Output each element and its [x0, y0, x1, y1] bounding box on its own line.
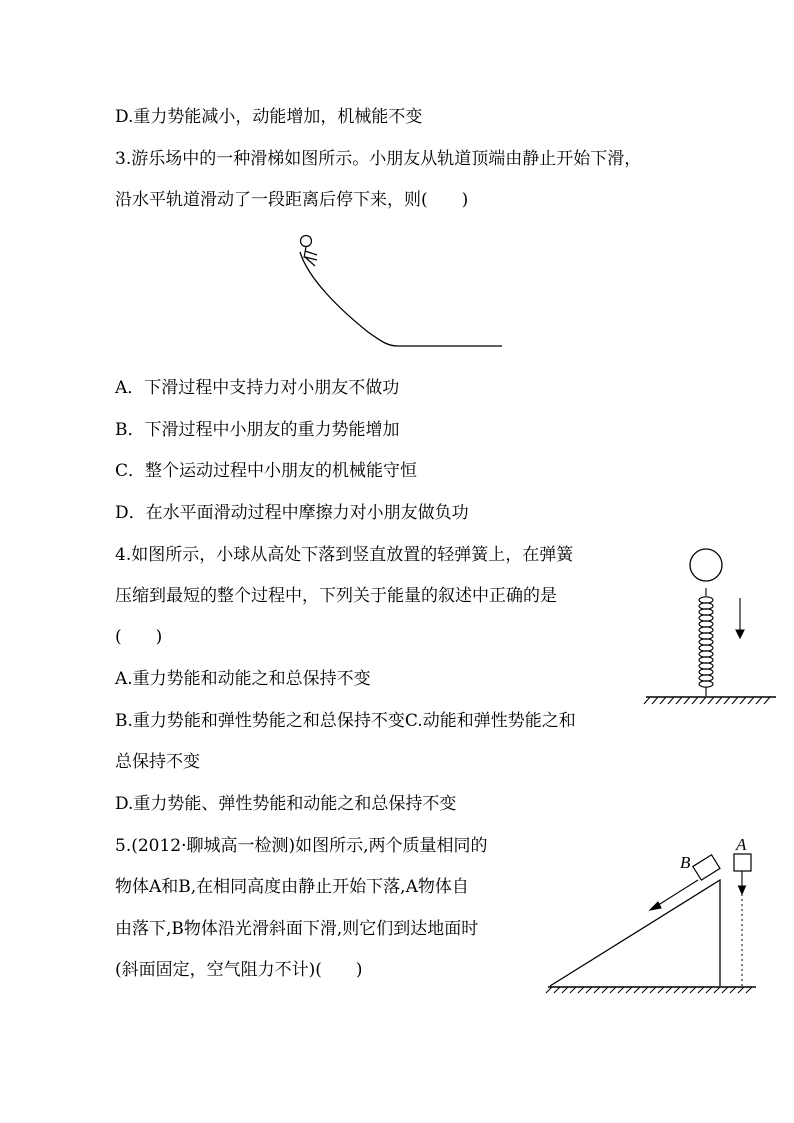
q3-stem-line-1: 3.游乐场中的一种滑梯如图所示。小朋友从轨道顶端由静止开始下滑， — [115, 149, 642, 169]
spring-coil — [699, 588, 713, 696]
q4-stem-line-1: 4.如图所示，小球从高处下落到竖直放置的轻弹簧上，在弹簧 — [115, 545, 574, 565]
q4-option-c-cont: 总保持不变 — [115, 752, 200, 772]
q3-option-a: A．下滑过程中支持力对小朋友不做功 — [115, 378, 400, 398]
child-figure — [301, 236, 318, 267]
block-b — [693, 855, 720, 880]
q5-stem-line-4: (斜面固定，空气阻力不计)( ) — [115, 960, 363, 980]
q3-stem-line-2: 沿水平轨道滑动了一段距离后停下来，则( ) — [115, 190, 469, 210]
q4-option-a: A.重力势能和动能之和总保持不变 — [115, 669, 371, 689]
q4-stem-line-3: ( ) — [115, 627, 163, 647]
q2-option-d: D.重力势能减小，动能增加，机械能不变 — [115, 107, 423, 127]
q5-stem-line-2: 物体A和B,在相同高度由静止开始下落,A物体自 — [115, 877, 469, 897]
q5-stem-line-3: 由落下,B物体沿光滑斜面下滑,则它们到达地面时 — [115, 919, 479, 939]
ground-hatch — [644, 697, 776, 704]
q4-option-bc: B.重力势能和弹性势能之和总保持不变C.动能和弹性势能之和 — [115, 711, 576, 731]
arrow-down-icon — [739, 871, 746, 894]
spring-figure — [640, 540, 780, 710]
arrow-down-icon — [736, 598, 744, 638]
incline-triangle — [550, 880, 720, 986]
q3-option-d: D．在水平面滑动过程中摩擦力对小朋友做负功 — [115, 503, 469, 523]
label-b: B — [680, 853, 691, 872]
label-a: A — [736, 835, 747, 854]
block-a — [734, 854, 751, 871]
q3-option-c: C．整个运动过程中小朋友的机械能守恒 — [115, 461, 418, 481]
q5-stem-line-1: 5.(2012·聊城高一检测)如图所示,两个质量相同的 — [115, 836, 488, 856]
q4-option-d: D.重力势能、弹性势能和动能之和总保持不变 — [115, 794, 457, 814]
ball — [690, 549, 722, 581]
q3-option-b: B．下滑过程中小朋友的重力势能增加 — [115, 420, 400, 440]
q4-stem-line-2: 压缩到最短的整个过程中，下列关于能量的叙述中正确的是 — [115, 586, 557, 606]
incline-figure — [540, 830, 770, 1000]
arrow-down-left-icon — [650, 880, 698, 910]
ground-hatch — [546, 987, 756, 993]
slide-figure — [290, 230, 510, 355]
slide-track — [300, 252, 502, 346]
